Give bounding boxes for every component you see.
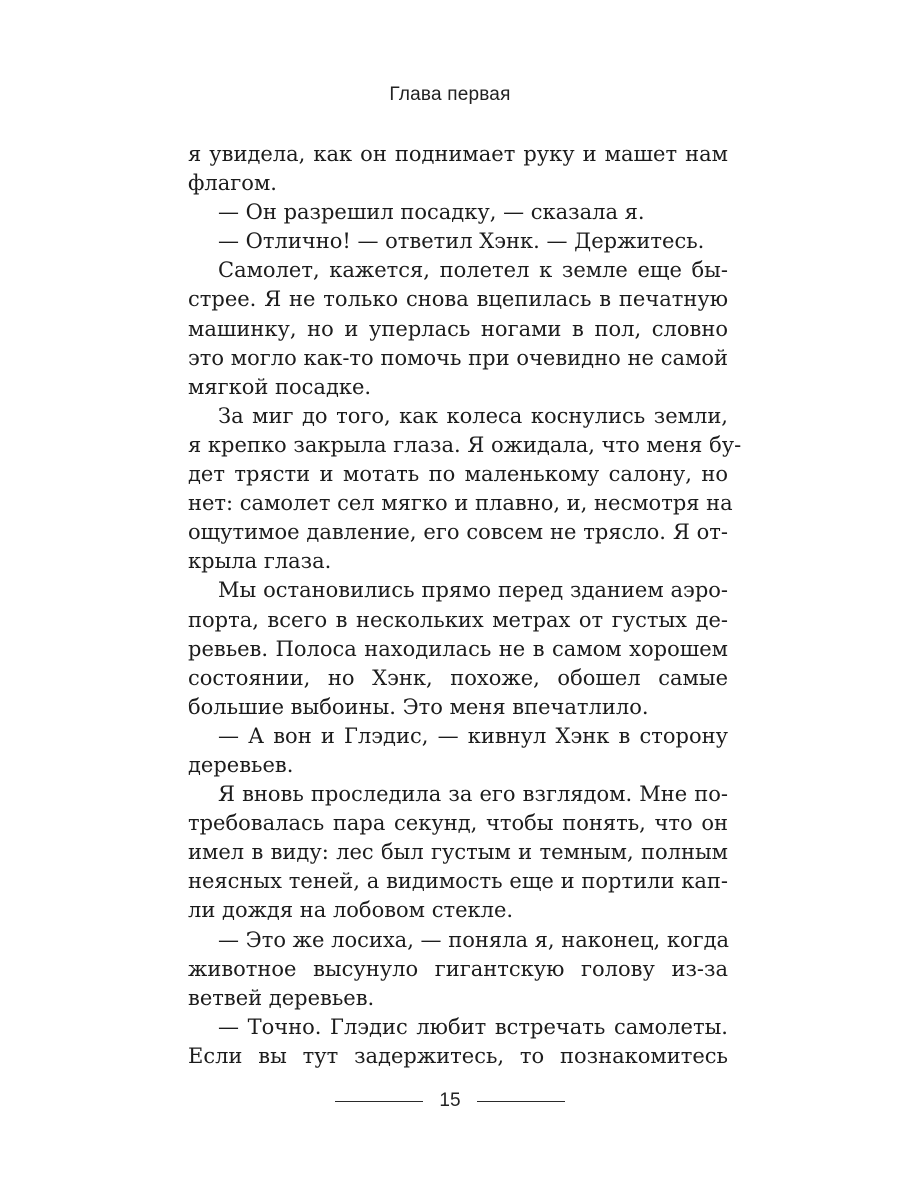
text-line: машинку, но и уперлась ногами в пол, словно xyxy=(188,316,728,341)
text-line: это могло как-то помочь при очевидно не самой xyxy=(188,345,728,370)
text-line: Если вы тут задержитесь, то познакомитесь xyxy=(188,1043,728,1068)
text-line: мягкой посадке. xyxy=(188,374,372,399)
text-line: деревьев. xyxy=(188,752,294,777)
text-line: требовалась пара секунд, чтобы понять, что он xyxy=(188,811,728,836)
text-line: я крепко закрыла глаза. Я ожидала, что меня бу- xyxy=(188,432,742,457)
text-line: неясных теней, а видимость еще и портили кап- xyxy=(188,869,728,894)
text-line: ощутимое давление, его совсем не трясло. Я от- xyxy=(188,520,728,545)
footer-rule-left xyxy=(335,1101,423,1102)
text-line: — Отлично! — ответил Хэнк. — Держитесь. xyxy=(218,229,705,254)
text-line: — Он разрешил посадку, — сказала я. xyxy=(218,200,645,225)
text-line: животное высунуло гигантскую голову из-за xyxy=(188,956,728,981)
text-line: дет трясти и мотать по маленькому салону, но xyxy=(188,462,728,487)
text-line: Самолет, кажется, полетел к земле еще бы- xyxy=(218,258,728,283)
text-line: — Это же лосиха, — поняла я, наконец, когда xyxy=(218,927,730,952)
text-line: ли дождя на лобовом стекле. xyxy=(188,898,514,923)
footer-rule-right xyxy=(477,1101,565,1102)
running-head: Глава первая xyxy=(389,84,511,105)
body-text xyxy=(188,140,742,1071)
text-line: — Точно. Глэдис любит встречать самолеты. xyxy=(218,1014,728,1039)
text-line: За миг до того, как колеса коснулись земли, xyxy=(218,403,728,428)
text-line: порта, всего в нескольких метрах от густых де- xyxy=(188,607,728,632)
text-line: состоянии, но Хэнк, похоже, обошел самые xyxy=(188,665,728,690)
text-line: Мы остановились прямо перед зданием аэро- xyxy=(218,578,728,603)
text-line: имел в виду: лес был густым и темным, полным xyxy=(188,840,728,865)
page-footer xyxy=(0,1090,900,1112)
text-line: нет: самолет сел мягко и плавно, и, несмотря на xyxy=(188,491,733,516)
text-line: я увидела, как он поднимает руку и машет нам xyxy=(188,142,728,166)
text-line: ревьев. Полоса находилась не в самом хорошем xyxy=(188,636,728,661)
text-line: большие выбоины. Это меня впечатлило. xyxy=(188,694,649,719)
text-line: ветвей деревьев. xyxy=(188,985,375,1010)
text-line: стрее. Я не только снова вцепилась в печатную xyxy=(188,287,728,312)
text-line: — А вон и Глэдис, — кивнул Хэнк в сторону xyxy=(218,723,728,748)
text-line: крыла глаза. xyxy=(188,549,332,574)
text-line: Я вновь проследила за его взглядом. Мне по- xyxy=(218,782,728,807)
text-line: флагом. xyxy=(188,171,277,196)
page-number: 15 xyxy=(439,1090,461,1111)
